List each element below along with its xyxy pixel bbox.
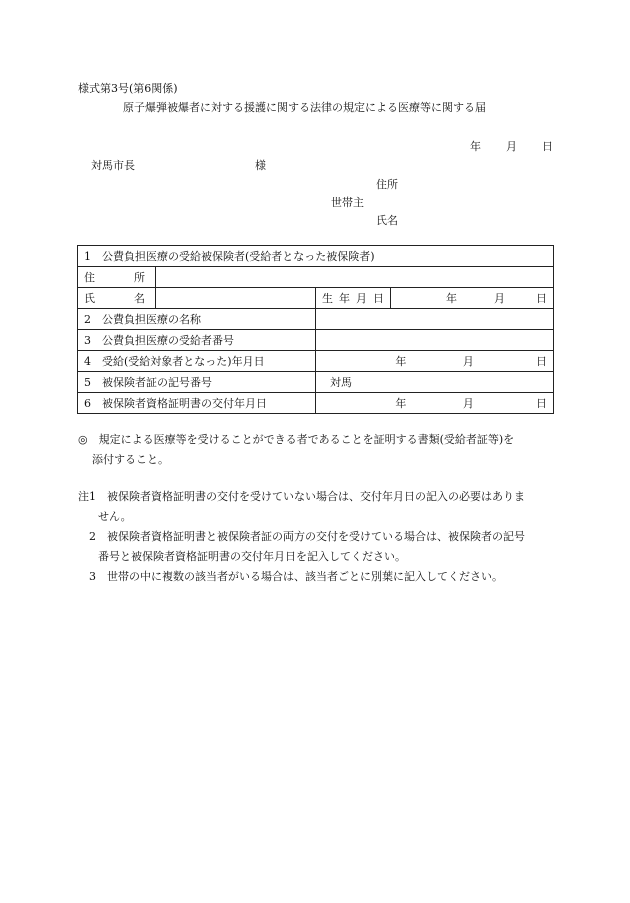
address-field[interactable] — [156, 267, 554, 288]
table-row — [78, 267, 554, 288]
form-title: 原子爆弾被爆者に対する援護に関する法律の規定による医療等に関する届 — [123, 101, 486, 114]
addressee-honorific: 様 — [255, 159, 266, 172]
date-day-label: 日 — [542, 140, 553, 153]
birth-date-field[interactable] — [391, 288, 554, 309]
birth-label-char: 日 — [373, 292, 384, 305]
certificate-date-label: 6 被保険者資格証明書の交付年月日 — [78, 393, 316, 414]
name-field[interactable] — [156, 288, 316, 309]
date-month-label: 月 — [506, 140, 517, 153]
benefit-date-field[interactable] — [316, 351, 554, 372]
note-1-line: 注1 被保険者資格証明書の交付を受けていない場合は、交付年月日の記入の必要はありま — [78, 490, 525, 503]
table-row — [78, 246, 554, 267]
address-label-cell — [78, 267, 156, 288]
birth-day-label: 日 — [536, 292, 548, 305]
benefit-date-label: 4 受給(受給対象者となった)年月日 — [78, 351, 316, 372]
table-row — [78, 372, 554, 393]
form-number: 様式第3号(第6関係) — [78, 82, 178, 95]
recipient-number-field[interactable] — [316, 330, 554, 351]
note-3-line: 3 世帯の中に複数の該当者がいる場合は、該当者ごとに別葉に記入してください。 — [89, 570, 503, 583]
section-heading: 1 公費負担医療の受給被保険者(受給者となった被保険者) — [78, 246, 554, 267]
date-year-label: 年 — [470, 140, 481, 153]
applicant-household-label: 世帯主 — [331, 196, 364, 209]
table-row — [78, 330, 554, 351]
name-label-char: 名 — [134, 292, 145, 305]
name-label-char: 氏 — [84, 292, 95, 305]
applicant-address-label: 住所 — [376, 178, 398, 191]
certificate-month-label: 月 — [462, 397, 474, 410]
attachment-note-line: 添付すること。 — [92, 453, 169, 466]
birth-label-char: 月 — [356, 292, 367, 305]
birth-label-char: 生 — [322, 292, 333, 305]
note-2-line: 2 被保険者資格証明書と被保険者証の両方の交付を受けている場合は、被保険者の記号 — [89, 530, 525, 543]
certificate-year-label: 年 — [395, 397, 407, 410]
addressee-name: 対馬市長 — [91, 159, 135, 172]
medical-name-field[interactable] — [316, 309, 554, 330]
address-label-char: 住 — [84, 271, 95, 284]
benefit-month-label: 月 — [462, 355, 474, 368]
address-label-char: 所 — [134, 271, 145, 284]
certificate-day-label: 日 — [536, 397, 548, 410]
table-row — [78, 309, 554, 330]
birth-label-char: 年 — [339, 292, 350, 305]
recipient-number-label: 3 公費負担医療の受給者番号 — [78, 330, 316, 351]
insured-info-table — [77, 245, 554, 414]
birth-label-cell — [316, 288, 391, 309]
medical-name-label: 2 公費負担医療の名称 — [78, 309, 316, 330]
table-row — [78, 351, 554, 372]
birth-month-label: 月 — [494, 292, 506, 305]
attachment-note — [78, 430, 514, 470]
benefit-day-label: 日 — [536, 355, 548, 368]
benefit-year-label: 年 — [395, 355, 407, 368]
certificate-date-field[interactable] — [316, 393, 554, 414]
birth-year-label: 年 — [446, 292, 458, 305]
note-2-line: 番号と被保険者資格証明書の交付年月日を記入してください。 — [98, 550, 406, 563]
attachment-note-line: ◎ 規定による医療等を受けることができる者であることを証明する書類(受給者証等)を — [78, 433, 515, 446]
card-number-label: 5 被保険者証の記号番号 — [78, 372, 316, 393]
card-number-prefix: 対馬 — [330, 376, 352, 389]
name-label-cell — [78, 288, 156, 309]
card-number-field[interactable] — [316, 372, 554, 393]
table-row — [78, 288, 554, 309]
table-row — [78, 393, 554, 414]
note-1-line: せん。 — [98, 510, 132, 523]
notes-section — [78, 487, 525, 587]
applicant-name-label: 氏名 — [376, 214, 398, 227]
